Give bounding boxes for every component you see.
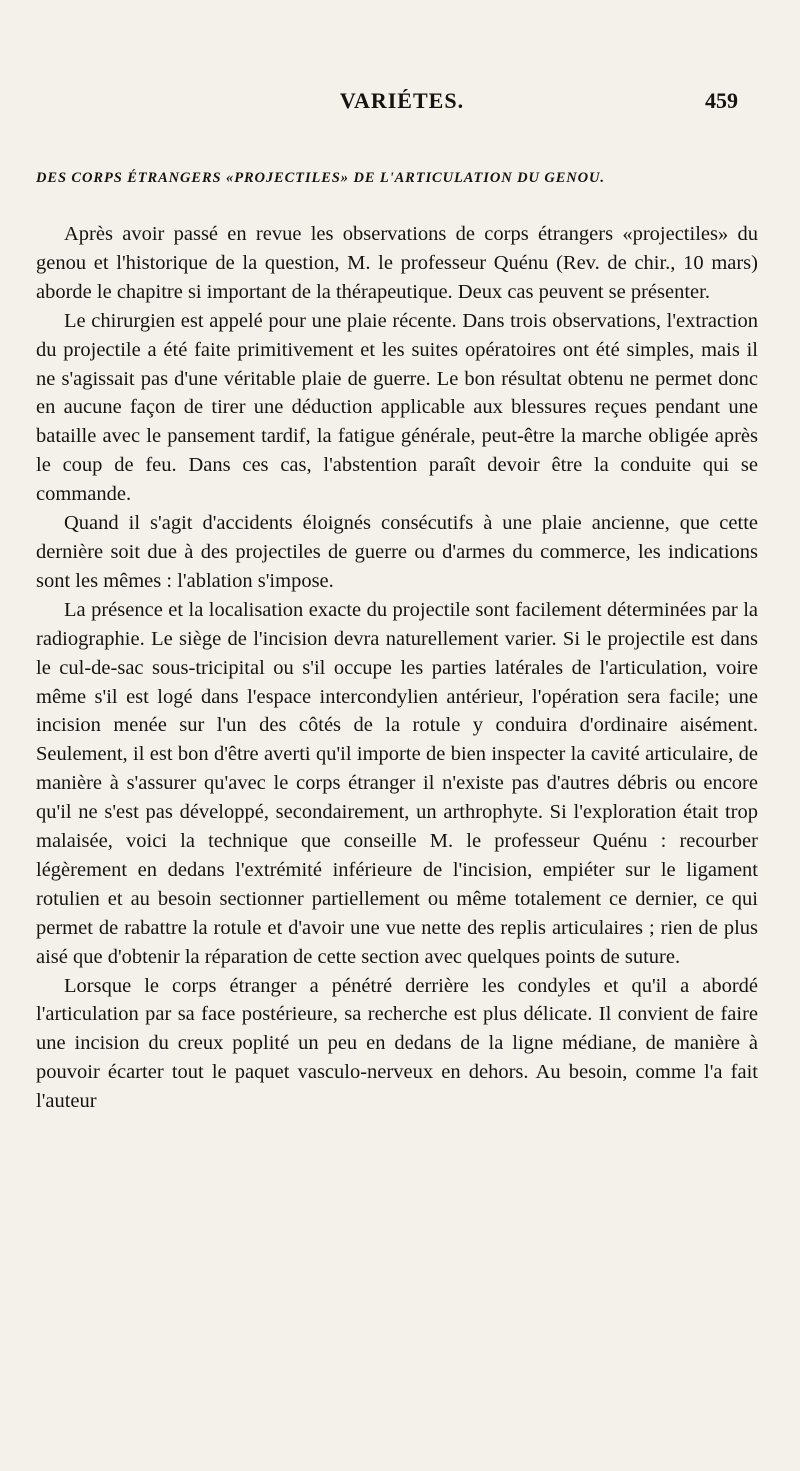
running-head — [62, 88, 742, 122]
paragraph-1: Après avoir passé en revue les observations de corps étrangers «projectiles» du genou et l'historique de la question, M. le professeur Quénu (Rev. de chir., 10 mars) aborde le chapitre si important de la thérapeutique. Deux cas peuvent se présenter. — [36, 223, 758, 303]
paragraph-4: La présence et la localisation exacte du projectile sont facilement déterminées par la radiographie. Le siège de l'incision devra naturellement varier. Si le projectile est dans le cul-de-sac sous-tricipital ou s'il occupe les parties latérales de l'articulation, voire même s'il est logé dans l'espace intercondylien antérieur, l'opération sera facile; une incision menée sur l'un des côtés de la rotule y conduira d'ordinaire aisément. Seulement, il est bon d'être averti qu'il importe de bien inspecter la cavité articulaire, de manière à s'assurer qu'avec le corps étranger il n'existe pas d'autres débris ou encore qu'il ne s'est pas développé, secondairement, un arthrophyte. Si l'exploration était trop malaisée, voici la technique que conseille M. le professeur Quénu : recourber légèrement en dedans l'extrémité inférieure de l'incision, empiéter sur le ligament rotulien et au besoin sectionner partiellement ou même totalement ce dernier, ce qui permet de rabattre la rotule et d'avoir une vue nette des replis articulaires ; rien de plus aisé que d'obtenir la réparation de cette section avec quelques points de suture. — [36, 598, 758, 968]
page-number: 459 — [705, 88, 738, 113]
paragraph-2: Le chirurgien est appelé pour une plaie récente. Dans trois observations, l'extraction du projectile a été faite primitivement et les suites opératoires ont été simples, mais il ne s'agissait pas d'une véritable plaie de guerre. Le bon résultat obtenu ne permet donc en aucune façon de tirer une déduction applicable aux blessures reçues pendant une bataille avec le pansement tardif, la fatigue générale, peut-être la marche obligée après le coup de feu. Dans ces cas, l'abstention paraît devoir être la conduite qui se commande. — [36, 309, 758, 506]
paragraph-5: Lorsque le corps étranger a pénétré derrière les condyles et qu'il a abordé l'articulation par sa face postérieure, sa recherche est plus délicate. Il convient de faire une incision du creux poplité un peu en dedans de la ligne médiane, de manière à pouvoir écarter tout le paquet vasculo-nerveux en dehors. Au besoin, comme l'a fait l'auteur — [36, 974, 758, 1113]
article-body — [36, 220, 758, 1116]
article-title: DES CORPS ÉTRANGERS «PROJECTILES» DE L'ARTICULATION DU GENOU. — [36, 170, 605, 186]
paragraph-3: Quand il s'agit d'accidents éloignés consécutifs à une plaie ancienne, que cette dernière soit due à des projectiles de guerre ou d'armes du commerce, les indications sont les mêmes : l'ablation s'impose. — [36, 512, 758, 592]
running-title: VARIÉTES. — [339, 88, 465, 113]
